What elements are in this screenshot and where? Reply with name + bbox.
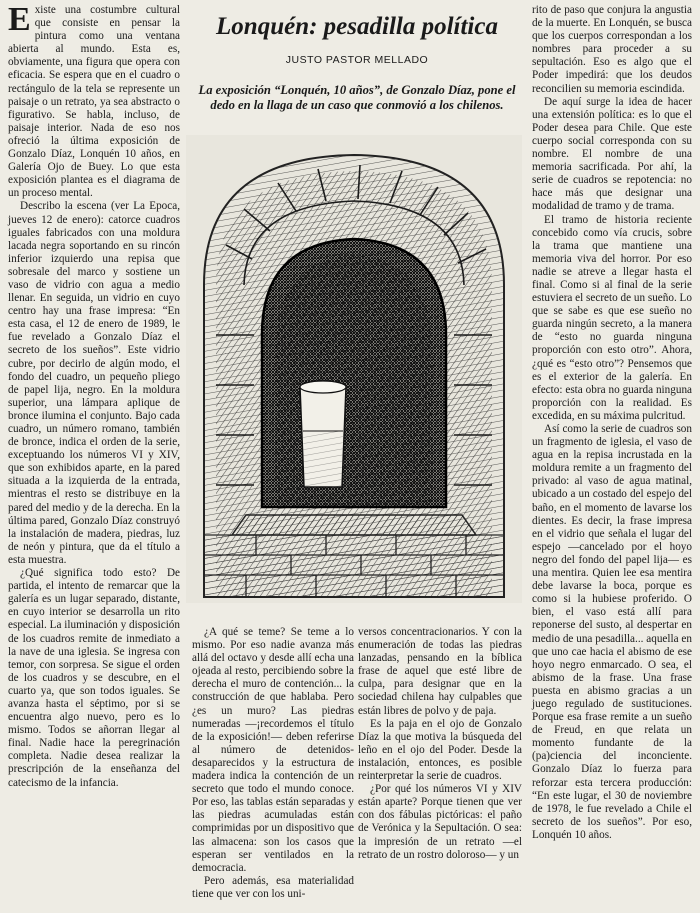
byline: JUSTO PASTOR MELLADO [285, 54, 429, 66]
paragraph: versos concentracionarios. Y con la enumeración de todas las piedras lanzadas, pensando en la bíblica frase de aquel que esté libre de culpa, para designar que en la sociedad chilena hay culpables que están libres de polvo y de paja. [358, 626, 522, 717]
paragraph: Existe una costumbre cultural que consiste en pensar la pintura como una ventana abierta al mundo. Esta es, obviamente, una figura que opera con eficacia. Se espera que en el cuadro o rectángulo de la tela se represente un paisaje o un retrato, ya sea abstracto o figurativo. Se habla, incluso, de paisaje interior. Nada de eso nos ofreció la última exposición de Gonzalo Díaz, Lonquén 10 años, en Galería Ojo de Buey. Lo que esta exposición plantea es el diagrama de un proceso mental. [8, 1, 180, 200]
paragraph: De aquí surge la idea de hacer una extensión política: es lo que el Poder desea para Chile. Que este cuerpo social corresponda con su nombre. El nombre de una memoria sacrificada. Por ahí, la serie de cuadros se repotencia: no hace más que designar una modalidad de tramo y de trama. [532, 95, 692, 213]
paragraph: ¿Por qué los números VI y XIV están aparte? Porque tienen que ver con dos fábulas pictóricas: el paño de Verónica y la Sepultación. O sea: la impresión de un retrato —el retrato de un rostro doloroso— y un [358, 783, 522, 861]
drop-cap: E [8, 1, 31, 38]
paragraph: El tramo de historia reciente concebido como vía crucis, sobre la trama que mantiene una memoria viva del horror. Por eso nadie se atreve a llegar hasta el final. Como si al final de la serie estuviera el secreto de un sueño. Lo que se sabe es que ese sueño no guarda ningún secreto, a la manera de “esto no guarda ninguna proporción con esto otro”. Ahora, ¿qué es “esto otro”? Pensemos que es el exterior de la galería. En efecto: esta obra no guarda ninguna proporción con la realidad. Es excedida, en su máxima pulcritud. [532, 213, 692, 422]
paragraph: Describo la escena (ver La Epoca, jueves 12 de enero): catorce cuadros iguales fabricados con una moldura lacada negra soportando en su rincón inferior izquierdo una repisa que sobresale del marco y sostiene un vaso de vidrio con agua a medio llenar. En seguida, un vidrio en cuyo centro hay una frase impresa: “En esta casa, el 12 de enero de 1989, le fue revelado a Gonzalo Díaz el secreto de los sueños”. Este vidrio cubre, por decirlo de algún modo, el fondo del cuadro, un pequeño pliego de papel lija, negro. En la moldura superior, una lámpara aplique de bronce ilumina el conjunto. Bajo cada cuadro, un número romano, también de bronce, indica el orden de la serie, exceptuando los números VI y XIV, que son exhibidos aparte, en la pared situada a la izquierda de la entrada, mientras el resto se distribuye en la pared del medio y de la derecha. En la última pared, Gonzalo Díaz construyó la instalación de madera, piedras, luz de neón y pintura, que da el título a esta muestra. [8, 200, 180, 566]
column-1 [8, 1, 180, 790]
paragraph: ¿Qué significa todo esto? De partida, el intento de remarcar que la galería es un lugar separado, distante, en cuyo interior se desarrolla un rito especial. La iluminación y disposición de los cuadros remite de inmediato a la nave de una iglesia. Se ingresa con temor, con sorpresa. Se sigue el orden de los cuadros y se descubre, en el cuarto ya, que son todos iguales. Se avanza hasta el séptimo, por si se encuentra algo nuevo, pero es lo mismo. Todos se añorran llegar al final. Nadie hace la peregrinación completa. Nadie desea realizar la prescripción de la enseñanza del catecismo de la infancia. [8, 567, 180, 789]
paragraph: ¿A qué se teme? Se teme a lo mismo. Por eso nadie avanza más allá del octavo y desde allí echa una ojeada al resto, percibiendo sobre la derecha el muro de contención... la construcción de que hablaba. Pero ¿es un muro? Las piedras numeradas —¡recordemos el título de la exposición!— deben referirse al número de detenidos-desaparecidos y la estructura de madera indica la contención de un secreto que todo el mundo conoce. Por eso, las tablas están separadas y las piedras acumuladas están comprimidas por un dispositivo que las almacena: son los casos que esperan ser ventilados en la democracia. [192, 626, 354, 874]
column-2-lower [192, 626, 354, 901]
paragraph: Así como la serie de cuadros son un fragmento de iglesia, el vaso de agua en la repisa incrustada en la moldura remite a un fragmento del privado: al vaso de agua matinal, ubicado a un costado del espejo del baño, en el momento de lavarse los dientes. Es decir, la frase impresa en el vidrio que señala el lugar del espejo —cancelado por el hoyo negro del fondo del papel lija— es una mentira. Quien lee esa mentira debe lavarse la boca, porque es como si la hubiese proferido. O bien, el vaso está allí para reponerse del susto, al despertar en medio de una pesadilla... aquella en que uno cae hacia el abismo de ese hoyo negro enmarcado. O sea, el abismo de la frase. Una frase puesta en abismo gracias a un juego regulado de sustituciones. Porque esa frase remite a un sueño de Freud, en que relata un momento fundante de la (pa)ciencia del inconciente. Gonzalo Díaz lo fuerza para reforzar esta tercera producción: “En este lugar, el 30 de noviembre de 1978, le fue revelado a Chile el secreto de los sueños”. Por eso, Lonquén 10 años. [532, 423, 692, 841]
article-lead: La exposición “Lonquén, 10 años”, de Gonzalo Díaz, pone el dedo en la llaga de un caso que conmovió a los chilenos. [198, 83, 516, 112]
article-title: Lonquén: pesadilla política [216, 13, 498, 40]
paragraph: Pero además, esa materialidad tiene que ver con los uni- [192, 874, 354, 900]
column-4 [532, 4, 692, 842]
paragraph: Es la paja en el ojo de Gonzalo Díaz la que motiva la búsqueda del leño en el ojo del Poder. Desde la instalación, entonces, es posible reinterpretar la serie de cuadros. [358, 717, 522, 783]
paragraph: rito de paso que conjura la angustia de la muerte. En Lonquén, se busca que los cuerpos correspondan a los nombres para proceder a su sepultación. Eso es algo que el Poder impedirá: que los deudos reconcilien su memoria escindida. [532, 4, 692, 95]
column-3-lower [358, 626, 522, 862]
arch-illustration [186, 135, 522, 603]
sill [232, 515, 476, 535]
glass-icon [300, 381, 346, 487]
